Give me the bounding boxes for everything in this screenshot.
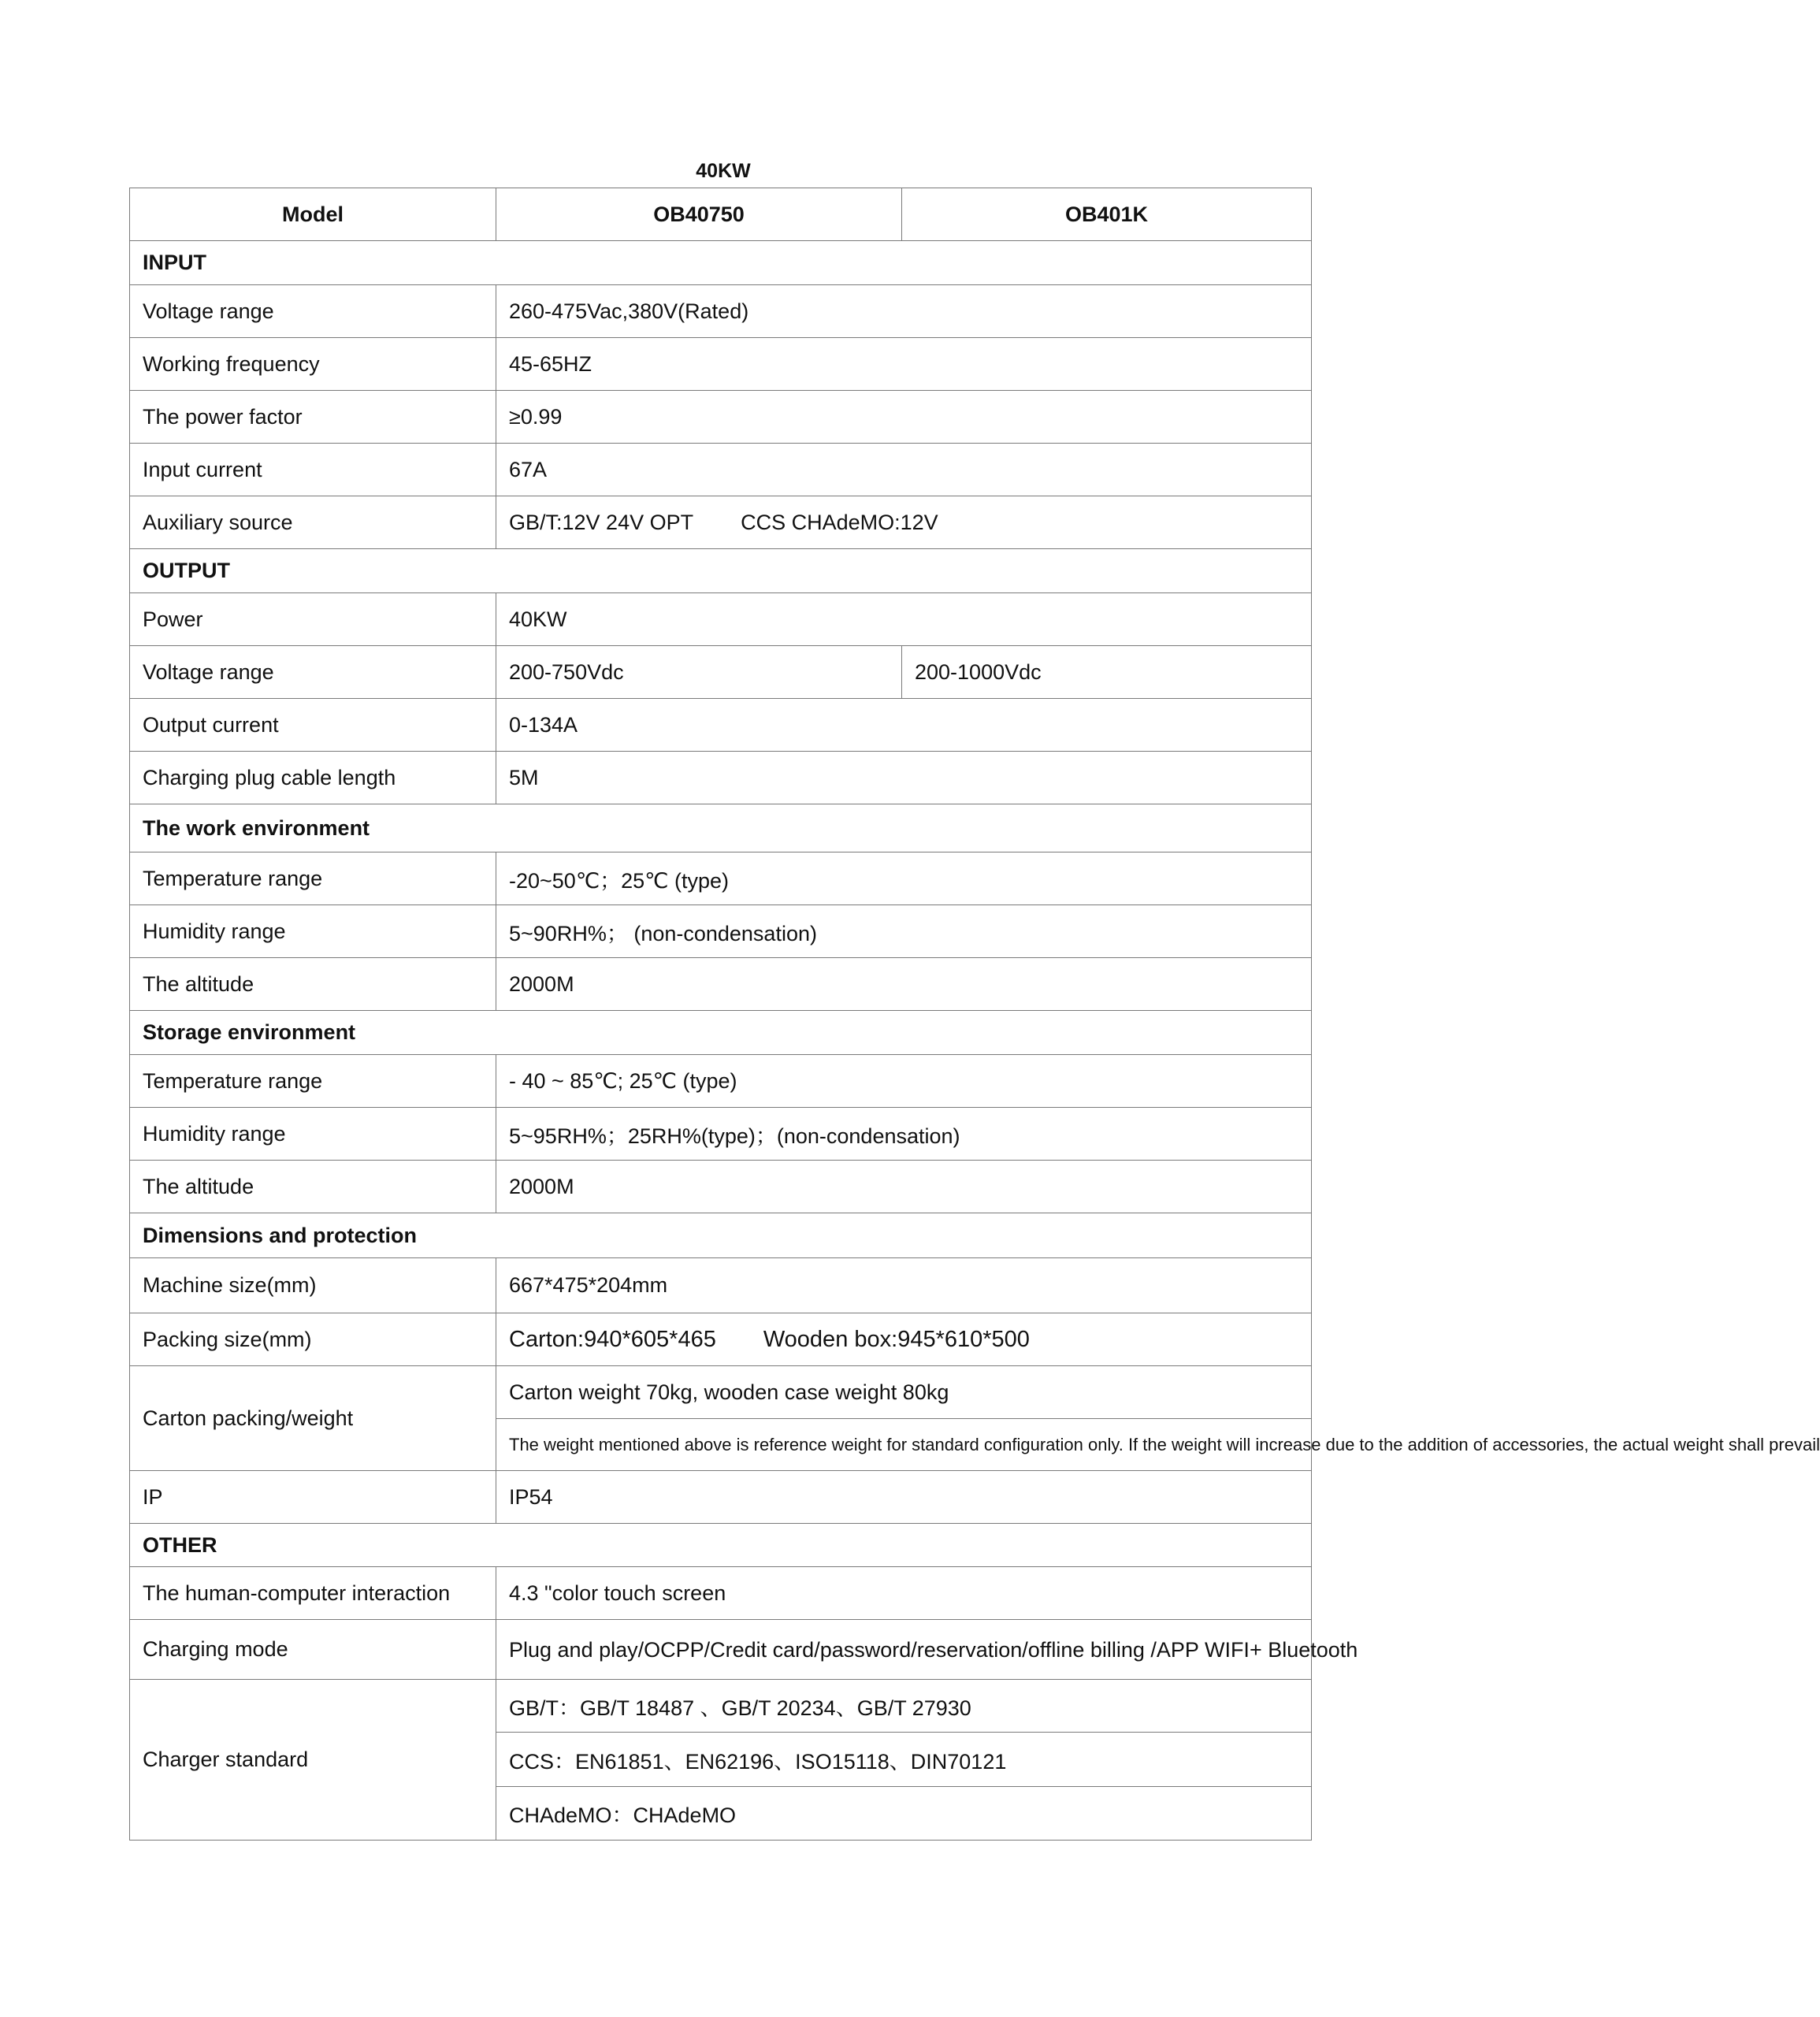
carton-size-value: Carton:940*605*465 [509, 1326, 716, 1352]
row-label: Voltage range [130, 285, 496, 338]
row-value: 2000M [496, 1161, 1312, 1213]
table-row [130, 1366, 1312, 1419]
row-label: Auxiliary source [130, 496, 496, 549]
header-ob40750: OB40750 [496, 188, 902, 241]
section-row-dimensions [130, 1213, 1312, 1258]
row-value: 0-134A [496, 699, 1312, 752]
row-value: 5M [496, 752, 1312, 804]
header-row [130, 188, 1312, 241]
section-row-input [130, 241, 1312, 285]
row-value: 67A [496, 444, 1312, 496]
row-label: Output current [130, 699, 496, 752]
row-label: Charging mode [130, 1620, 496, 1680]
section-row-output [130, 549, 1312, 593]
row-value: -20~50℃；25℃ (type) [496, 852, 1312, 905]
row-label: Power [130, 593, 496, 646]
row-value: 2000M [496, 958, 1312, 1011]
table-row [130, 1161, 1312, 1213]
section-work-environment: The work environment [130, 804, 1312, 852]
row-label: Temperature range [130, 1055, 496, 1108]
standard-chademo: CHAdeMO：CHAdeMO [496, 1787, 1312, 1841]
row-value [496, 496, 1312, 549]
row-value: 4.3 "color touch screen [496, 1567, 1312, 1620]
row-value-ob401k: 200-1000Vdc [902, 646, 1312, 699]
wooden-box-size-value: Wooden box:945*610*500 [763, 1326, 1030, 1352]
row-value: ≥0.99 [496, 391, 1312, 444]
row-value-ob40750: 200-750Vdc [496, 646, 902, 699]
row-label: The power factor [130, 391, 496, 444]
row-value: 5~90RH%； (non-condensation) [496, 905, 1312, 958]
row-label: Humidity range [130, 1108, 496, 1161]
table-row [130, 1567, 1312, 1620]
table-row [130, 1108, 1312, 1161]
section-dimensions: Dimensions and protection [130, 1213, 1312, 1258]
row-value: IP54 [496, 1471, 1312, 1524]
table-row [130, 1471, 1312, 1524]
table-row [130, 1620, 1312, 1680]
row-value: Plug and play/OCPP/Credit card/password/reservation/offline billing /APP WIFI+ Bluetooth [496, 1620, 1312, 1680]
table-row [130, 1313, 1312, 1366]
table-row [130, 593, 1312, 646]
document-title: 40KW [696, 160, 751, 182]
row-value: Carton weight 70kg, wooden case weight 80kg [496, 1366, 1312, 1419]
row-value: - 40 ~ 85℃; 25℃ (type) [496, 1055, 1312, 1108]
section-input: INPUT [130, 241, 1312, 285]
table-row [130, 496, 1312, 549]
spec-table [129, 188, 1820, 1841]
section-storage-environment: Storage environment [130, 1011, 1312, 1055]
standard-gbt: GB/T：GB/T 18487 、GB/T 20234、GB/T 27930 [496, 1680, 1312, 1733]
row-label: Machine size(mm) [130, 1258, 496, 1313]
table-row [130, 646, 1312, 699]
row-label: Voltage range [130, 646, 496, 699]
row-label: Carton packing/weight [130, 1366, 496, 1471]
section-row-storage-env [130, 1011, 1312, 1055]
row-label: Working frequency [130, 338, 496, 391]
table-row [130, 699, 1312, 752]
table-row [130, 338, 1312, 391]
header-model: Model [130, 188, 496, 241]
table-row [130, 1680, 1312, 1733]
row-value: 260-475Vac,380V(Rated) [496, 285, 1312, 338]
table-row [130, 391, 1312, 444]
row-label: Charging plug cable length [130, 752, 496, 804]
row-label: The human-computer interaction [130, 1567, 496, 1620]
row-value: 5~95RH%；25RH%(type)；(non-condensation) [496, 1108, 1312, 1161]
row-label: IP [130, 1471, 496, 1524]
row-label: Packing size(mm) [130, 1313, 496, 1366]
row-value: 667*475*204mm [496, 1258, 1312, 1313]
header-ob401k: OB401K [902, 188, 1312, 241]
weight-note: The weight mentioned above is reference weight for standard configuration only. If the weight will increase due to the addition of accessories, the actual weight shall prevail [496, 1419, 1312, 1471]
standard-ccs: CCS：EN61851、EN62196、ISO15118、DIN70121 [496, 1733, 1312, 1787]
aux-gbt-value: GB/T:12V 24V OPT [509, 510, 694, 534]
row-label: Input current [130, 444, 496, 496]
table-row [130, 444, 1312, 496]
row-value [496, 1313, 1312, 1366]
section-row-other [130, 1524, 1312, 1567]
table-row [130, 905, 1312, 958]
table-row [130, 958, 1312, 1011]
table-row [130, 852, 1312, 905]
section-other: OTHER [130, 1524, 1312, 1567]
table-row [130, 1258, 1312, 1313]
row-value: 40KW [496, 593, 1312, 646]
table-row [130, 752, 1312, 804]
section-output: OUTPUT [130, 549, 1312, 593]
row-label: The altitude [130, 958, 496, 1011]
aux-ccs-value: CCS CHAdeMO:12V [741, 510, 938, 534]
table-row [130, 1055, 1312, 1108]
row-label: Humidity range [130, 905, 496, 958]
row-value: 45-65HZ [496, 338, 1312, 391]
row-label: Temperature range [130, 852, 496, 905]
table-row [130, 285, 1312, 338]
row-label: The altitude [130, 1161, 496, 1213]
row-label: Charger standard [130, 1680, 496, 1841]
section-row-work-env [130, 804, 1312, 852]
